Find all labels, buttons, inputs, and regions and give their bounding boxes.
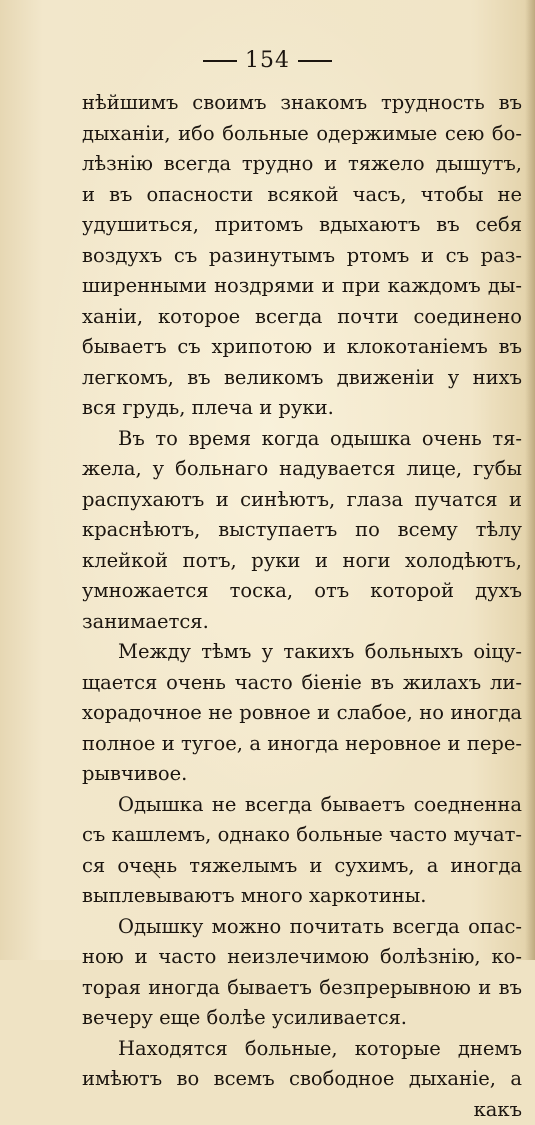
text-line: бываетъ съ хрипотою и клокотаніемъ въ	[82, 332, 522, 363]
text-line: ною и часто неизлечимою болѣзнію, ко-	[82, 942, 522, 973]
text-line: торая иногда бываетъ безпрерывною и въ	[82, 973, 522, 1004]
text-line: жела, у больнаго надувается лице, губы	[82, 454, 522, 485]
header-dash-right	[298, 60, 332, 62]
text-line: ширенными ноздрями и при каждомъ ды-	[82, 271, 522, 302]
page-text	[82, 88, 522, 1125]
text-line: ся очень тяжелымъ и сухимъ, а иногда	[82, 851, 522, 882]
paragraph-first-line: Находятся больные, которые днемъ	[82, 1034, 522, 1065]
paragraph-first-line: Между тѣмъ у такихъ больныхъ оіцу-	[82, 637, 522, 668]
text-line: вечеру еще болѣе усиливается.	[82, 1003, 522, 1034]
text-line: распухаютъ и синѣютъ, глаза пучатся и	[82, 485, 522, 516]
text-line: и въ опасности всякой часъ, чтобы не	[82, 180, 522, 211]
text-line: ханіи, которое всегда почти соединено	[82, 302, 522, 333]
text-line: хорадочное не ровное и слабое, но иногда	[82, 698, 522, 729]
text-line: полное и тугое, а иногда неровное и пере-	[82, 729, 522, 760]
text-line: имѣютъ во всемъ свободное дыханіе, а	[82, 1064, 522, 1095]
text-line: клейкой потъ, руки и ноги холодѣютъ,	[82, 546, 522, 577]
text-line: выплевываютъ много харкотины.	[82, 881, 522, 912]
paragraph-first-line: Одышка не всегда бываетъ соедненна	[82, 790, 522, 821]
page-number: 154	[245, 48, 290, 73]
paragraph-first-line: Въ то время когда одышка очень тя-	[82, 424, 522, 455]
ink-mark	[148, 866, 164, 880]
text-line: щается очень часто біеніе въ жилахъ ли-	[82, 668, 522, 699]
page-edge-shadow	[525, 0, 535, 960]
text-line: умножается тоска, отъ которой духъ	[82, 576, 522, 607]
text-line: лѣзнію всегда трудно и тяжело дышутъ,	[82, 149, 522, 180]
text-line: краснѣютъ, выступаетъ по всему тѣлу	[82, 515, 522, 546]
text-line: съ кашлемъ, однако больные часто мучат-	[82, 820, 522, 851]
text-line: нѣйшимъ своимъ знакомъ трудность въ	[82, 88, 522, 119]
text-line: дыханіи, ибо больные одержимые сею бо-	[82, 119, 522, 150]
text-line: воздухъ съ разинутымъ ртомъ и съ раз-	[82, 241, 522, 272]
text-line: легкомъ, въ великомъ движеніи у нихъ	[82, 363, 522, 394]
text-line: занимается.	[82, 607, 522, 638]
paragraph-first-line: Одышку можно почитать всегда опас-	[82, 912, 522, 943]
page-header	[0, 48, 535, 73]
catchword: какъ	[82, 1095, 522, 1125]
text-line: вся грудь, плеча и руки.	[82, 393, 522, 424]
header-dash-left	[203, 60, 237, 62]
text-line: удушиться, притомъ вдыхаютъ въ себя	[82, 210, 522, 241]
text-line: рывчивое.	[82, 759, 522, 790]
